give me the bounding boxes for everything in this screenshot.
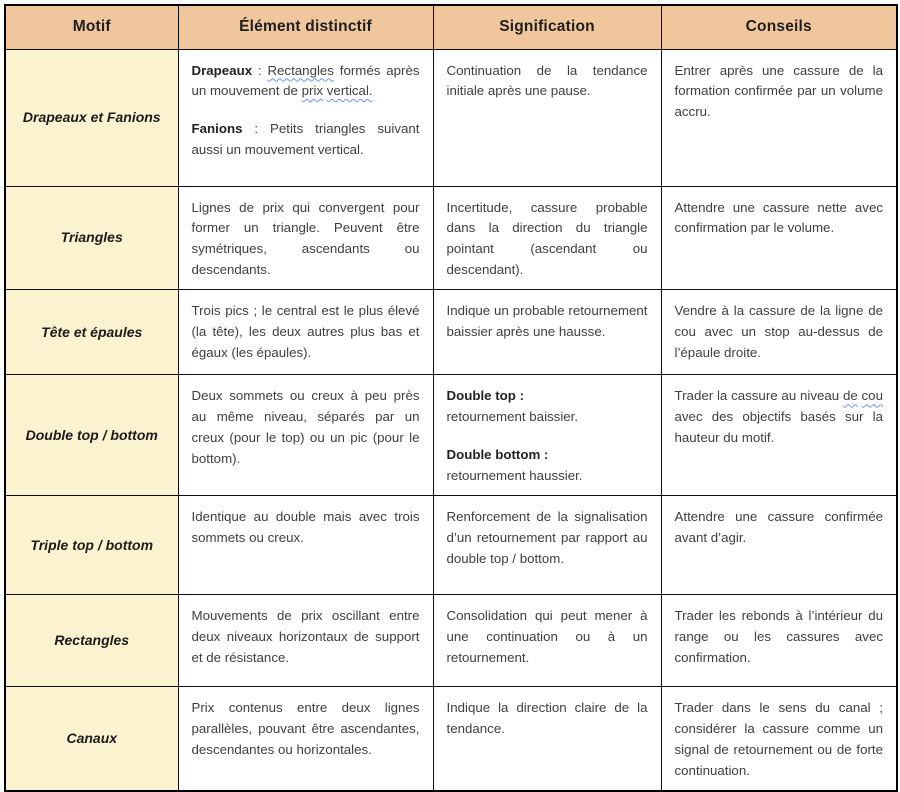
spellcheck-flagged-text: vertical. [326, 83, 373, 99]
text-segment: Mouvements de prix oscillant entre deux niveaux horizontaux de support et de résistance. [191, 608, 420, 665]
text-segment: Renforcement de la signalisation d’un retournement par rapport au double top / bottom. [446, 509, 648, 566]
paragraph [675, 198, 884, 239]
table-row [5, 186, 897, 290]
column-header-signification: Signification [433, 5, 661, 49]
column-header-conseils: Conseils [661, 5, 897, 49]
text-segment: Attendre une cassure confirmée avant d’agir. [674, 509, 883, 546]
table-row [5, 595, 897, 687]
paragraph [447, 606, 648, 668]
patterns-table [4, 4, 898, 792]
paragraph [675, 61, 884, 123]
paragraph [675, 698, 884, 781]
cell-conseils [661, 186, 897, 290]
text-segment: Vendre à la cassure de la ligne de cou avec un stop au-dessus de l’épaule droite. [674, 303, 883, 360]
cell-motif: Drapeaux et Fanions [5, 49, 178, 186]
text-segment: retournement haussier. [446, 467, 583, 483]
cell-signification [433, 49, 661, 186]
text-segment: Trader les rebonds à l’intérieur du range ou les cassures avec confirmation. [674, 608, 883, 665]
cell-motif: Tête et épaules [5, 290, 178, 375]
table-row [5, 375, 897, 496]
cell-motif: Double top / bottom [5, 375, 178, 496]
table-body [5, 49, 897, 791]
text-segment: retournement baissier. [446, 409, 579, 425]
text-segment: Trader la cassure au niveau [674, 388, 843, 404]
bold-text: Fanions [191, 120, 243, 136]
cell-signification [433, 496, 661, 595]
table-row [5, 49, 897, 186]
text-segment: : Petits triangles suivant aussi un mouvement vertical. [191, 120, 420, 157]
text-segment: Identique au double mais avec trois sommets ou creux. [191, 509, 420, 546]
text-segment: avec des objectifs basés sur la hauteur du motif. [674, 409, 883, 445]
cell-conseils [661, 49, 897, 186]
paragraph [192, 119, 420, 160]
paragraph [447, 61, 648, 102]
text-segment: : [252, 62, 268, 78]
bold-text: Drapeaux [191, 62, 253, 78]
column-header-motif: Motif [5, 5, 178, 49]
text-segment: Lignes de prix qui convergent pour former un triangle. Peuvent être symétriques, ascendants ou descendants. [191, 199, 420, 277]
cell-motif: Rectangles [5, 595, 178, 687]
paragraph [675, 507, 884, 548]
paragraph [675, 301, 884, 363]
cell-element-distinctif [178, 595, 433, 687]
paragraph [447, 507, 648, 569]
paragraph [192, 198, 420, 281]
cell-signification [433, 687, 661, 791]
cell-element-distinctif [178, 687, 433, 791]
table-row [5, 496, 897, 595]
spellcheck-flagged-text: de [842, 388, 858, 404]
text-segment: Trader dans le sens du canal ; considérer la cassure comme un signal de retournement ou de forte continuation. [674, 700, 883, 778]
cell-motif: Canaux [5, 687, 178, 791]
text-segment: Entrer après une cassure de la formation confirmée par un volume accru. [674, 62, 883, 119]
cell-element-distinctif [178, 375, 433, 496]
cell-conseils [661, 496, 897, 595]
cell-element-distinctif [178, 290, 433, 375]
cell-signification [433, 595, 661, 687]
paragraph [447, 445, 648, 486]
table-row [5, 290, 897, 375]
text-segment: formés après un mouvement de [191, 62, 420, 99]
paragraph [192, 61, 420, 102]
cell-conseils [661, 290, 897, 375]
text-segment: Indique la direction claire de la tendance. [446, 700, 648, 737]
text-segment: Attendre une cassure nette avec confirmation par le volume. [674, 199, 883, 236]
paragraph [192, 301, 420, 363]
paragraph [447, 301, 648, 342]
paragraph [192, 507, 420, 548]
spellcheck-flagged-text: Rectangles [267, 62, 334, 78]
cell-conseils [661, 687, 897, 791]
paragraph [675, 606, 884, 668]
cell-motif: Triple top / bottom [5, 496, 178, 595]
text-segment: Deux sommets ou creux à peu près au même niveau, séparés par un creux (pour le top) ou un pic (pour le bottom). [191, 388, 420, 466]
column-header-element-distinctif: Élément distinctif [178, 5, 433, 49]
paragraph [192, 698, 420, 760]
paragraph [447, 198, 648, 281]
cell-conseils [661, 595, 897, 687]
text-segment: Trois pics ; le central est le plus élevé (la tête), les deux autres plus bas et égaux (les épaules). [191, 303, 420, 360]
header-row [5, 5, 897, 49]
cell-conseils [661, 375, 897, 496]
text-segment: Prix contenus entre deux lignes parallèles, pouvant être ascendantes, descendantes ou horizontales. [191, 700, 420, 757]
spellcheck-flagged-text: prix [301, 83, 324, 99]
cell-element-distinctif [178, 49, 433, 186]
text-segment: Indique un probable retournement baissier après une hausse. [446, 303, 648, 340]
spellcheck-flagged-text: cou [861, 388, 883, 404]
cell-signification [433, 375, 661, 496]
cell-signification [433, 186, 661, 290]
paragraph [675, 386, 884, 448]
table-row [5, 687, 897, 791]
paragraph [447, 386, 648, 427]
cell-signification [433, 290, 661, 375]
text-segment: Incertitude, cassure probable dans la direction du triangle pointant (ascendant ou descendant). [446, 199, 648, 277]
text-segment: Consolidation qui peut mener à une continuation ou à un retournement. [446, 608, 648, 665]
text-segment: Continuation de la tendance initiale après une pause. [446, 62, 648, 99]
cell-motif: Triangles [5, 186, 178, 290]
paragraph [447, 698, 648, 739]
cell-element-distinctif [178, 186, 433, 290]
paragraph [192, 386, 420, 469]
paragraph [192, 606, 420, 668]
bold-text: Double bottom : [446, 446, 549, 462]
cell-element-distinctif [178, 496, 433, 595]
bold-text: Double top : [446, 388, 525, 404]
